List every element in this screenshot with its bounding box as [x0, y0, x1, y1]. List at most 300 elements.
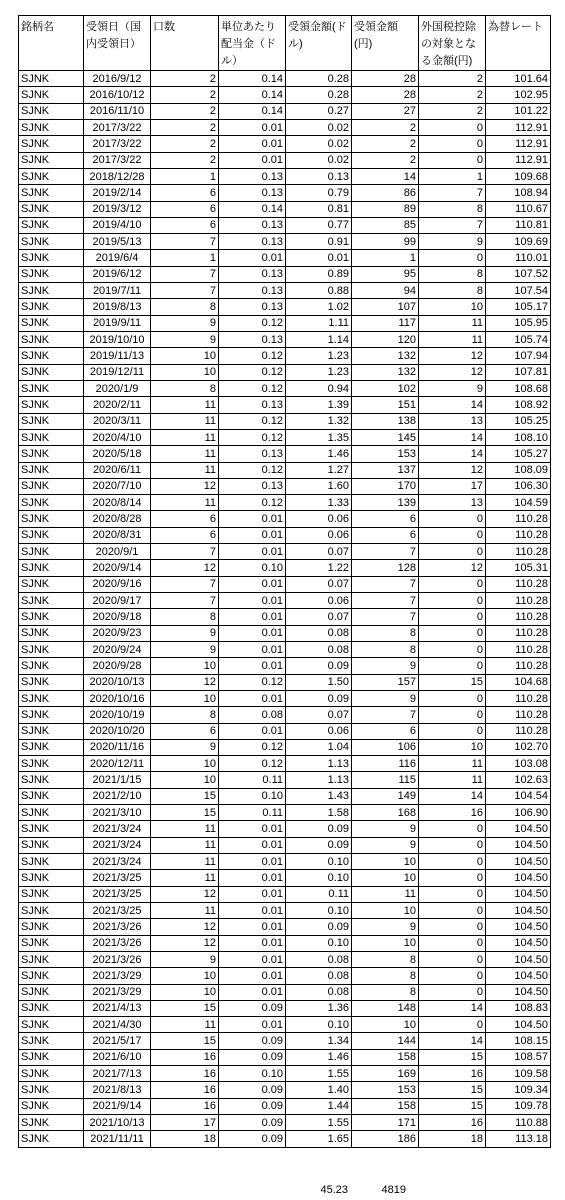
- cell-amount-usd: 0.09: [286, 919, 352, 935]
- cell-foreign-tax-credit: 2: [419, 103, 486, 119]
- cell-shares: 12: [151, 674, 219, 690]
- header-ticker: 銘柄名: [19, 16, 84, 71]
- cell-amount-usd: 0.11: [286, 886, 352, 902]
- cell-foreign-tax-credit: 0: [419, 641, 486, 657]
- cell-amount-usd: 0.28: [286, 71, 352, 87]
- cell-amount-jpy: 169: [352, 1066, 419, 1082]
- cell-dividend-per-unit: 0.01: [219, 902, 286, 918]
- cell-exchange-rate: 106.30: [486, 478, 551, 494]
- cell-receipt-date: 2020/9/23: [84, 625, 151, 641]
- cell-foreign-tax-credit: 0: [419, 854, 486, 870]
- cell-dividend-per-unit: 0.13: [219, 185, 286, 201]
- cell-amount-usd: 1.23: [286, 348, 352, 364]
- cell-amount-usd: 0.02: [286, 119, 352, 135]
- cell-shares: 10: [151, 658, 219, 674]
- header-amount-jpy: 受領金額(円): [352, 16, 419, 71]
- cell-amount-jpy: 6: [352, 723, 419, 739]
- cell-dividend-per-unit: 0.01: [219, 544, 286, 560]
- cell-dividend-per-unit: 0.12: [219, 413, 286, 429]
- cell-amount-usd: 1.46: [286, 1049, 352, 1065]
- cell-exchange-rate: 110.28: [486, 658, 551, 674]
- cell-dividend-per-unit: 0.13: [219, 234, 286, 250]
- table-row: [19, 902, 551, 918]
- table-row: [19, 478, 551, 494]
- cell-ticker: SJNK: [19, 1098, 84, 1114]
- cell-shares: 16: [151, 1049, 219, 1065]
- cell-amount-usd: 0.07: [286, 707, 352, 723]
- cell-ticker: SJNK: [19, 1033, 84, 1049]
- header-exchange-rate: 為替レート: [486, 16, 551, 71]
- table-row: [19, 707, 551, 723]
- cell-exchange-rate: 107.54: [486, 283, 551, 299]
- cell-receipt-date: 2020/8/14: [84, 495, 151, 511]
- cell-amount-usd: 0.06: [286, 593, 352, 609]
- cell-dividend-per-unit: 0.01: [219, 641, 286, 657]
- cell-amount-jpy: 106: [352, 739, 419, 755]
- cell-amount-usd: 1.46: [286, 446, 352, 462]
- dividend-table: [18, 15, 551, 1148]
- cell-dividend-per-unit: 0.12: [219, 380, 286, 396]
- cell-ticker: SJNK: [19, 870, 84, 886]
- cell-receipt-date: 2020/9/16: [84, 576, 151, 592]
- cell-exchange-rate: 102.70: [486, 739, 551, 755]
- cell-exchange-rate: 108.92: [486, 397, 551, 413]
- table-row: [19, 576, 551, 592]
- cell-ticker: SJNK: [19, 1017, 84, 1033]
- cell-receipt-date: 2021/8/13: [84, 1082, 151, 1098]
- cell-amount-usd: 1.22: [286, 560, 352, 576]
- table-row: [19, 609, 551, 625]
- cell-ticker: SJNK: [19, 234, 84, 250]
- cell-receipt-date: 2020/4/10: [84, 429, 151, 445]
- cell-amount-jpy: 157: [352, 674, 419, 690]
- cell-amount-usd: 0.06: [286, 527, 352, 543]
- cell-shares: 2: [151, 119, 219, 135]
- cell-shares: 1: [151, 168, 219, 184]
- table-row: [19, 625, 551, 641]
- cell-receipt-date: 2021/5/17: [84, 1033, 151, 1049]
- cell-exchange-rate: 105.25: [486, 413, 551, 429]
- cell-exchange-rate: 112.91: [486, 152, 551, 168]
- cell-foreign-tax-credit: 16: [419, 1115, 486, 1131]
- cell-dividend-per-unit: 0.01: [219, 919, 286, 935]
- cell-shares: 7: [151, 266, 219, 282]
- cell-dividend-per-unit: 0.13: [219, 397, 286, 413]
- cell-dividend-per-unit: 0.01: [219, 609, 286, 625]
- cell-amount-usd: 1.32: [286, 413, 352, 429]
- cell-dividend-per-unit: 0.14: [219, 201, 286, 217]
- cell-amount-usd: 1.39: [286, 397, 352, 413]
- cell-shares: 10: [151, 984, 219, 1000]
- cell-amount-jpy: 8: [352, 625, 419, 641]
- cell-amount-jpy: 158: [352, 1049, 419, 1065]
- cell-foreign-tax-credit: 0: [419, 511, 486, 527]
- cell-ticker: SJNK: [19, 739, 84, 755]
- cell-amount-usd: 0.08: [286, 951, 352, 967]
- cell-amount-jpy: 8: [352, 968, 419, 984]
- cell-dividend-per-unit: 0.09: [219, 1131, 286, 1147]
- cell-dividend-per-unit: 0.14: [219, 103, 286, 119]
- cell-shares: 15: [151, 1000, 219, 1016]
- cell-exchange-rate: 104.68: [486, 674, 551, 690]
- cell-receipt-date: 2020/12/11: [84, 756, 151, 772]
- cell-foreign-tax-credit: 15: [419, 674, 486, 690]
- cell-shares: 8: [151, 299, 219, 315]
- cell-ticker: SJNK: [19, 968, 84, 984]
- cell-shares: 8: [151, 380, 219, 396]
- cell-shares: 12: [151, 919, 219, 935]
- cell-receipt-date: 2017/3/22: [84, 136, 151, 152]
- cell-amount-jpy: 94: [352, 283, 419, 299]
- cell-receipt-date: 2021/3/25: [84, 870, 151, 886]
- cell-amount-usd: 1.23: [286, 364, 352, 380]
- cell-amount-jpy: 7: [352, 593, 419, 609]
- cell-exchange-rate: 104.50: [486, 935, 551, 951]
- cell-ticker: SJNK: [19, 625, 84, 641]
- table-row: [19, 495, 551, 511]
- table-row: [19, 185, 551, 201]
- cell-dividend-per-unit: 0.01: [219, 951, 286, 967]
- cell-shares: 7: [151, 576, 219, 592]
- cell-amount-jpy: 2: [352, 119, 419, 135]
- cell-foreign-tax-credit: 13: [419, 413, 486, 429]
- cell-amount-usd: 0.09: [286, 658, 352, 674]
- cell-foreign-tax-credit: 7: [419, 217, 486, 233]
- cell-exchange-rate: 110.28: [486, 609, 551, 625]
- cell-exchange-rate: 108.68: [486, 380, 551, 396]
- cell-receipt-date: 2020/8/31: [84, 527, 151, 543]
- cell-shares: 2: [151, 103, 219, 119]
- cell-foreign-tax-credit: 10: [419, 299, 486, 315]
- cell-ticker: SJNK: [19, 707, 84, 723]
- cell-shares: 11: [151, 495, 219, 511]
- cell-exchange-rate: 104.50: [486, 837, 551, 853]
- cell-receipt-date: 2021/3/26: [84, 951, 151, 967]
- cell-foreign-tax-credit: 0: [419, 723, 486, 739]
- cell-ticker: SJNK: [19, 413, 84, 429]
- cell-dividend-per-unit: 0.01: [219, 821, 286, 837]
- cell-exchange-rate: 109.78: [486, 1098, 551, 1114]
- cell-shares: 11: [151, 462, 219, 478]
- cell-shares: 10: [151, 348, 219, 364]
- cell-exchange-rate: 105.74: [486, 332, 551, 348]
- cell-amount-usd: 1.60: [286, 478, 352, 494]
- cell-ticker: SJNK: [19, 1131, 84, 1147]
- cell-amount-jpy: 2: [352, 136, 419, 152]
- cell-amount-usd: 0.10: [286, 870, 352, 886]
- cell-amount-usd: 0.81: [286, 201, 352, 217]
- table-row: [19, 168, 551, 184]
- cell-foreign-tax-credit: 1: [419, 168, 486, 184]
- cell-amount-jpy: 107: [352, 299, 419, 315]
- cell-ticker: SJNK: [19, 984, 84, 1000]
- table-row: [19, 690, 551, 706]
- table-header: [19, 16, 551, 71]
- cell-amount-jpy: 8: [352, 641, 419, 657]
- cell-receipt-date: 2021/3/25: [84, 886, 151, 902]
- cell-receipt-date: 2021/3/26: [84, 919, 151, 935]
- cell-exchange-rate: 110.28: [486, 707, 551, 723]
- cell-ticker: SJNK: [19, 1000, 84, 1016]
- cell-exchange-rate: 108.94: [486, 185, 551, 201]
- cell-foreign-tax-credit: 16: [419, 805, 486, 821]
- cell-amount-usd: 0.27: [286, 103, 352, 119]
- cell-receipt-date: 2021/11/11: [84, 1131, 151, 1147]
- cell-amount-jpy: 7: [352, 576, 419, 592]
- cell-exchange-rate: 104.50: [486, 919, 551, 935]
- cell-exchange-rate: 110.28: [486, 690, 551, 706]
- cell-ticker: SJNK: [19, 201, 84, 217]
- cell-amount-usd: 1.02: [286, 299, 352, 315]
- cell-dividend-per-unit: 0.12: [219, 495, 286, 511]
- cell-shares: 2: [151, 136, 219, 152]
- cell-amount-jpy: 102: [352, 380, 419, 396]
- cell-ticker: SJNK: [19, 478, 84, 494]
- cell-amount-usd: 1.44: [286, 1098, 352, 1114]
- table-row: [19, 266, 551, 282]
- cell-exchange-rate: 102.95: [486, 87, 551, 103]
- cell-ticker: SJNK: [19, 332, 84, 348]
- cell-amount-jpy: 148: [352, 1000, 419, 1016]
- cell-dividend-per-unit: 0.01: [219, 136, 286, 152]
- cell-receipt-date: 2020/10/16: [84, 690, 151, 706]
- cell-shares: 8: [151, 707, 219, 723]
- cell-exchange-rate: 104.50: [486, 870, 551, 886]
- cell-shares: 10: [151, 968, 219, 984]
- table-row: [19, 152, 551, 168]
- total-usd: 45.23: [320, 1184, 348, 1196]
- cell-ticker: SJNK: [19, 364, 84, 380]
- cell-exchange-rate: 110.28: [486, 576, 551, 592]
- cell-amount-jpy: 139: [352, 495, 419, 511]
- table-row: [19, 641, 551, 657]
- cell-ticker: SJNK: [19, 609, 84, 625]
- cell-amount-jpy: 11: [352, 886, 419, 902]
- cell-amount-usd: 1.43: [286, 788, 352, 804]
- cell-exchange-rate: 110.67: [486, 201, 551, 217]
- cell-ticker: SJNK: [19, 446, 84, 462]
- cell-dividend-per-unit: 0.09: [219, 1033, 286, 1049]
- cell-shares: 9: [151, 739, 219, 755]
- cell-exchange-rate: 101.22: [486, 103, 551, 119]
- table-row: [19, 935, 551, 951]
- cell-shares: 10: [151, 364, 219, 380]
- cell-dividend-per-unit: 0.13: [219, 266, 286, 282]
- cell-amount-jpy: 116: [352, 756, 419, 772]
- cell-ticker: SJNK: [19, 658, 84, 674]
- table-row: [19, 1033, 551, 1049]
- cell-amount-jpy: 10: [352, 935, 419, 951]
- cell-foreign-tax-credit: 2: [419, 87, 486, 103]
- cell-ticker: SJNK: [19, 511, 84, 527]
- table-row: [19, 527, 551, 543]
- cell-receipt-date: 2020/8/28: [84, 511, 151, 527]
- cell-dividend-per-unit: 0.01: [219, 527, 286, 543]
- cell-dividend-per-unit: 0.01: [219, 511, 286, 527]
- cell-shares: 6: [151, 185, 219, 201]
- cell-amount-usd: 0.88: [286, 283, 352, 299]
- cell-exchange-rate: 108.15: [486, 1033, 551, 1049]
- cell-shares: 11: [151, 397, 219, 413]
- table-row: [19, 1066, 551, 1082]
- cell-dividend-per-unit: 0.12: [219, 462, 286, 478]
- cell-amount-jpy: 10: [352, 870, 419, 886]
- cell-receipt-date: 2020/9/28: [84, 658, 151, 674]
- cell-shares: 7: [151, 544, 219, 560]
- cell-receipt-date: 2018/12/28: [84, 168, 151, 184]
- cell-exchange-rate: 104.59: [486, 495, 551, 511]
- cell-foreign-tax-credit: 11: [419, 315, 486, 331]
- cell-dividend-per-unit: 0.01: [219, 1017, 286, 1033]
- table-row: [19, 299, 551, 315]
- table-row: [19, 674, 551, 690]
- cell-receipt-date: 2021/7/13: [84, 1066, 151, 1082]
- cell-foreign-tax-credit: 14: [419, 446, 486, 462]
- cell-dividend-per-unit: 0.01: [219, 593, 286, 609]
- cell-amount-jpy: 117: [352, 315, 419, 331]
- cell-receipt-date: 2016/10/12: [84, 87, 151, 103]
- table-row: [19, 71, 551, 87]
- cell-exchange-rate: 104.50: [486, 821, 551, 837]
- cell-foreign-tax-credit: 0: [419, 658, 486, 674]
- cell-amount-usd: 0.08: [286, 641, 352, 657]
- cell-shares: 9: [151, 641, 219, 657]
- cell-exchange-rate: 104.50: [486, 968, 551, 984]
- cell-foreign-tax-credit: 0: [419, 593, 486, 609]
- cell-ticker: SJNK: [19, 805, 84, 821]
- cell-dividend-per-unit: 0.01: [219, 854, 286, 870]
- cell-ticker: SJNK: [19, 250, 84, 266]
- cell-shares: 9: [151, 951, 219, 967]
- cell-receipt-date: 2016/9/12: [84, 71, 151, 87]
- cell-ticker: SJNK: [19, 266, 84, 282]
- cell-foreign-tax-credit: 8: [419, 201, 486, 217]
- cell-shares: 9: [151, 625, 219, 641]
- cell-shares: 15: [151, 788, 219, 804]
- cell-exchange-rate: 110.28: [486, 511, 551, 527]
- cell-dividend-per-unit: 0.01: [219, 576, 286, 592]
- table-row: [19, 397, 551, 413]
- cell-dividend-per-unit: 0.13: [219, 446, 286, 462]
- table-row: [19, 723, 551, 739]
- cell-shares: 1: [151, 250, 219, 266]
- cell-dividend-per-unit: 0.13: [219, 283, 286, 299]
- cell-shares: 11: [151, 446, 219, 462]
- cell-shares: 12: [151, 560, 219, 576]
- cell-amount-jpy: 8: [352, 984, 419, 1000]
- table-row: [19, 1000, 551, 1016]
- cell-shares: 11: [151, 854, 219, 870]
- cell-exchange-rate: 104.54: [486, 788, 551, 804]
- cell-ticker: SJNK: [19, 674, 84, 690]
- cell-receipt-date: 2021/3/24: [84, 821, 151, 837]
- cell-exchange-rate: 109.58: [486, 1066, 551, 1082]
- cell-exchange-rate: 110.01: [486, 250, 551, 266]
- table-row: [19, 332, 551, 348]
- table-row: [19, 446, 551, 462]
- cell-dividend-per-unit: 0.09: [219, 1115, 286, 1131]
- cell-exchange-rate: 107.94: [486, 348, 551, 364]
- cell-foreign-tax-credit: 0: [419, 707, 486, 723]
- cell-ticker: SJNK: [19, 119, 84, 135]
- cell-amount-jpy: 149: [352, 788, 419, 804]
- cell-amount-usd: 0.06: [286, 511, 352, 527]
- cell-shares: 11: [151, 902, 219, 918]
- table-row: [19, 886, 551, 902]
- cell-shares: 16: [151, 1066, 219, 1082]
- cell-receipt-date: 2021/3/24: [84, 837, 151, 853]
- cell-amount-jpy: 186: [352, 1131, 419, 1147]
- cell-amount-jpy: 14: [352, 168, 419, 184]
- cell-shares: 7: [151, 234, 219, 250]
- table-row: [19, 1115, 551, 1131]
- cell-receipt-date: 2019/4/10: [84, 217, 151, 233]
- cell-exchange-rate: 104.50: [486, 1017, 551, 1033]
- table-row: [19, 658, 551, 674]
- cell-amount-jpy: 137: [352, 462, 419, 478]
- cell-dividend-per-unit: 0.01: [219, 152, 286, 168]
- cell-amount-usd: 0.10: [286, 1017, 352, 1033]
- cell-amount-usd: 0.07: [286, 609, 352, 625]
- cell-ticker: SJNK: [19, 544, 84, 560]
- cell-ticker: SJNK: [19, 854, 84, 870]
- cell-shares: 15: [151, 805, 219, 821]
- cell-foreign-tax-credit: 14: [419, 1000, 486, 1016]
- cell-foreign-tax-credit: 0: [419, 1017, 486, 1033]
- cell-ticker: SJNK: [19, 429, 84, 445]
- cell-receipt-date: 2021/9/14: [84, 1098, 151, 1114]
- cell-shares: 17: [151, 1115, 219, 1131]
- cell-exchange-rate: 108.83: [486, 1000, 551, 1016]
- cell-dividend-per-unit: 0.09: [219, 1098, 286, 1114]
- cell-exchange-rate: 110.88: [486, 1115, 551, 1131]
- cell-receipt-date: 2020/9/24: [84, 641, 151, 657]
- table-row: [19, 821, 551, 837]
- cell-receipt-date: 2019/5/13: [84, 234, 151, 250]
- table-row: [19, 413, 551, 429]
- cell-receipt-date: 2020/2/11: [84, 397, 151, 413]
- cell-exchange-rate: 104.50: [486, 854, 551, 870]
- cell-ticker: SJNK: [19, 821, 84, 837]
- table-row: [19, 462, 551, 478]
- cell-amount-jpy: 9: [352, 821, 419, 837]
- cell-exchange-rate: 112.91: [486, 119, 551, 135]
- cell-ticker: SJNK: [19, 593, 84, 609]
- cell-amount-jpy: 168: [352, 805, 419, 821]
- cell-foreign-tax-credit: 13: [419, 495, 486, 511]
- cell-dividend-per-unit: 0.01: [219, 119, 286, 135]
- total-jpy: 4819: [381, 1184, 406, 1196]
- header-receipt-date: 受領日（国内受領日）: [84, 16, 151, 71]
- cell-receipt-date: 2017/3/22: [84, 119, 151, 135]
- table-row: [19, 739, 551, 755]
- table-row: [19, 315, 551, 331]
- cell-dividend-per-unit: 0.12: [219, 315, 286, 331]
- cell-dividend-per-unit: 0.01: [219, 690, 286, 706]
- cell-foreign-tax-credit: 7: [419, 185, 486, 201]
- table-row: [19, 119, 551, 135]
- cell-dividend-per-unit: 0.10: [219, 1066, 286, 1082]
- cell-amount-usd: 1.33: [286, 495, 352, 511]
- cell-dividend-per-unit: 0.10: [219, 788, 286, 804]
- cell-dividend-per-unit: 0.13: [219, 299, 286, 315]
- cell-ticker: SJNK: [19, 87, 84, 103]
- cell-amount-usd: 1.27: [286, 462, 352, 478]
- cell-receipt-date: 2021/3/24: [84, 854, 151, 870]
- cell-receipt-date: 2021/2/10: [84, 788, 151, 804]
- cell-ticker: SJNK: [19, 1049, 84, 1065]
- cell-ticker: SJNK: [19, 1082, 84, 1098]
